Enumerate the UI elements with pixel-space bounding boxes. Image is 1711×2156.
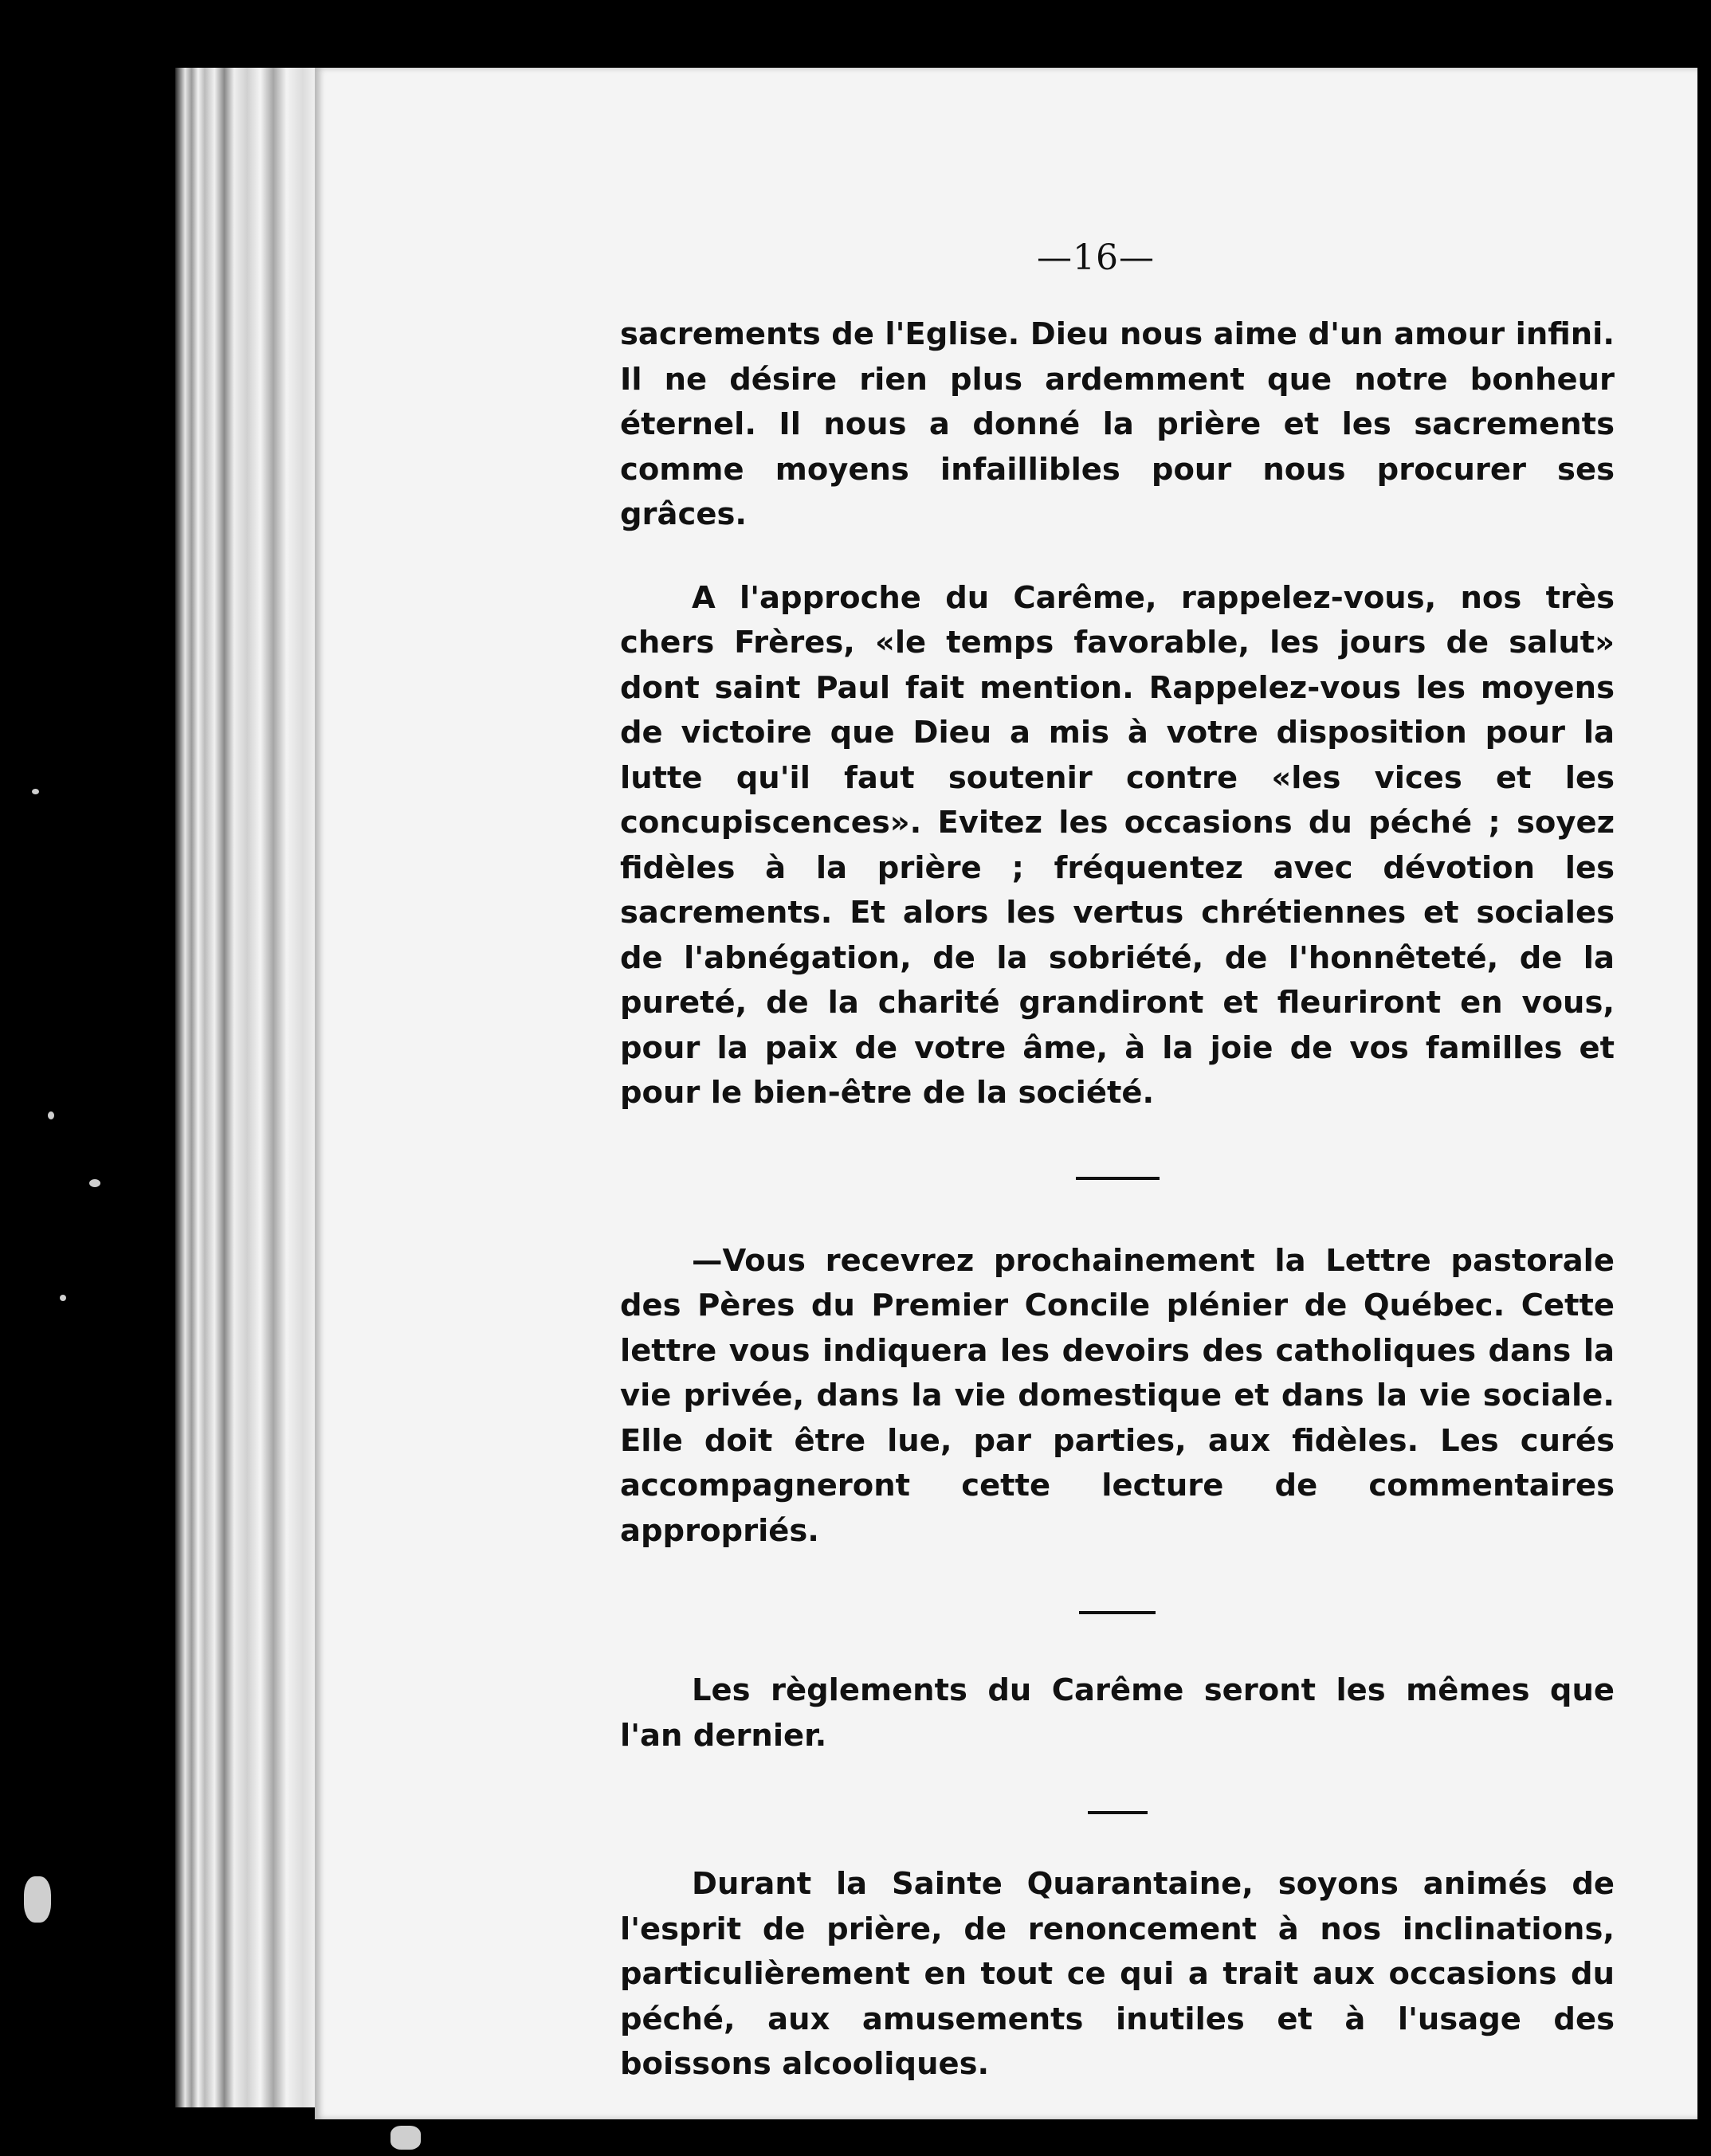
scan-speck bbox=[32, 789, 39, 794]
section-divider bbox=[1079, 1611, 1156, 1614]
section-divider bbox=[1076, 1177, 1160, 1180]
paragraph-pastoral-letter: —Vous recevrez prochainement la Lettre pastorale des Pères du Premier Concile plénier de Québec. Cette lettre vous indiquera les devoirs des catholiques dans la vie privée, dans la vie domestique et dans la vie sociale. Elle doit être lue, par parties, aux fidèles. Les curés accompagneront cette lecture de commentaires appropriés. bbox=[620, 1242, 1615, 1549]
scan-speck bbox=[60, 1295, 66, 1301]
scan-speck bbox=[48, 1111, 54, 1119]
scan-speck bbox=[89, 1179, 100, 1187]
text-body bbox=[620, 312, 1615, 2087]
scan-speck bbox=[24, 1876, 51, 1923]
scan-speck bbox=[390, 2126, 421, 2150]
paragraph-lent-reminder: A l'approche du Carême, rappelez-vous, nos très chers Frères, «le temps favorable, les jours de salut» dont saint Paul fait mention. Rappelez-vous les moyens de victoire que Dieu a mis à votre disposition pour la lutte qu'il faut soutenir contre «les vices et les concupiscences». Evitez les occasions du péché ; soyez fidèles à la prière ; fréquentez avec dévotion les sacrements. Et alors les vertus chrétiennes et sociales de l'abnégation, de la sobriété, de l'honnêteté, de la pureté, de la charité grandiront et fleuriront en vous, pour la paix de votre âme, à la joie de vos familles et pour le bien-être de la société. bbox=[620, 579, 1615, 1111]
page-number: —16— bbox=[1037, 237, 1155, 278]
paragraph-continuation: sacrements de l'Eglise. Dieu nous aime d'un amour infini. Il ne désire rien plus ardemment que notre bonheur éternel. Il nous a donné la prière et les sacrements comme moyens infaillibles pour nous procurer ses grâces. bbox=[620, 316, 1615, 532]
paragraph-holy-quarantine: Durant la Sainte Quarantaine, soyons animés de l'esprit de prière, de renoncement à nos inclinations, particulièrement en tout ce qui a trait aux occasions du péché, aux amusements inutiles et à l'usage des boissons alcooliques. bbox=[620, 1866, 1615, 2082]
section-divider bbox=[1088, 1811, 1148, 1814]
paragraph-lent-rules: Les règlements du Carême seront les mêmes que l'an dernier. bbox=[620, 1672, 1615, 1754]
